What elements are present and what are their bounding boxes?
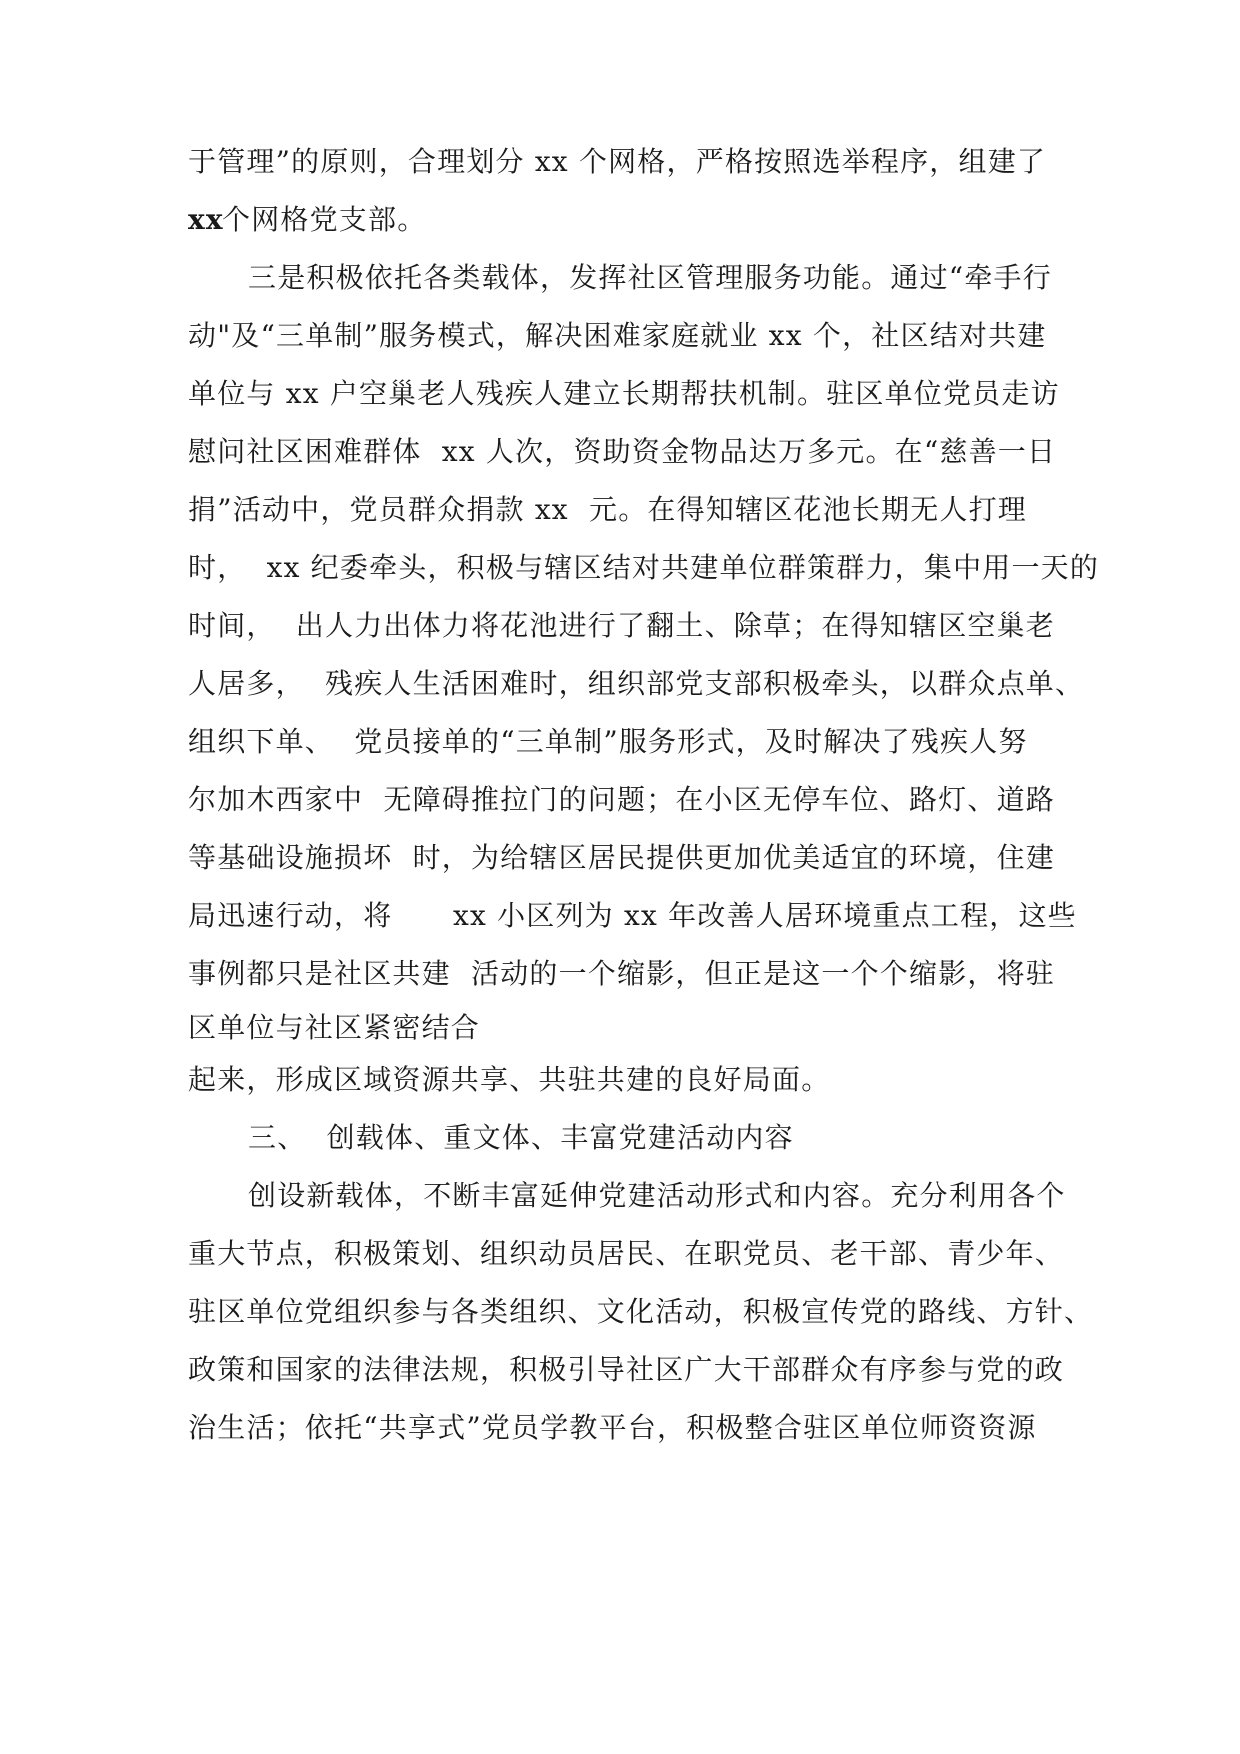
section-heading: 三、 创载体、重文体、丰富党建活动内容 [248,1121,794,1154]
body-line-20: 重大节点，积极策划、组织动员居民、在职党员、老干部、青少年、 [188,1237,1065,1270]
body-line-12: 尔加木西家中 无障碍推拉门的问题；在小区无停车位、路灯、道路 [188,783,1056,816]
body-line-8: 时， xx 纪委牵头，积极与辖区结对共建单位群策群力，集中用一天的 [188,551,1100,584]
body-line-23: 治生活；依托“共享式”党员学教平台，积极整合驻区单位师资资源 [188,1411,1037,1444]
body-line-4: 动"及“三单制”服务模式，解决困难家庭就业 xx 个，社区结对共建 [188,319,1047,352]
body-line-10: 人居多， 残疾人生活困难时，组织部党支部积极牵头，以群众点单、 [188,667,1085,700]
body-line-15: 事例都只是社区共建 活动的一个缩影，但正是这一个个缩影，将驻 [188,957,1056,990]
body-line-5: 单位与 xx 户空巢老人残疾人建立长期帮扶机制。驻区单位党员走访 [188,377,1060,410]
body-line-6: 慰问社区困难群体 xx 人次，资助资金物品达万多元。在“慈善一日 [188,435,1057,468]
body-line-13: 等基础设施损坏 时，为给辖区居民提供更加优美适宜的环境，住建 [188,841,1056,874]
body-line-14: 局迅速行动，将 xx 小区列为 xx 年改善人居环境重点工程，这些 [188,899,1077,932]
body-line-22: 政策和国家的法律法规，积极引导社区广大干部群众有序参与党的政 [188,1353,1065,1386]
body-line-9: 时间， 出人力出体力将花池进行了翻土、除草；在得知辖区空巢老 [188,609,1056,642]
body-line-16: 区单位与社区紧密结合 [188,1011,481,1044]
body-line-11: 组织下单、 党员接单的“三单制”服务形式，及时解决了残疾人努 [188,725,1028,758]
paragraph-line-19: 创设新载体，不断丰富延伸党建活动形式和内容。充分利用各个 [248,1179,1066,1212]
body-line-1: 于管理”的原则，合理划分 xx 个网格，严格按照选举程序，组建了 [188,145,1047,178]
body-line-2: 个网格党支部。 [222,203,427,236]
body-line-17: 起来，形成区域资源共享、共驻共建的良好局面。 [188,1063,831,1096]
body-line-7: 捐”活动中，党员群众捐款 xx 元。在得知辖区花池长期无人打理 [188,493,1028,526]
paragraph-line-3: 三是积极依托各类载体，发挥社区管理服务功能。通过“牵手行 [248,261,1052,294]
body-line-21: 驻区单位党组织参与各类组织、文化活动，积极宣传党的路线、方针、 [188,1295,1094,1328]
body-line-2-bold-prefix: xx [188,203,224,236]
